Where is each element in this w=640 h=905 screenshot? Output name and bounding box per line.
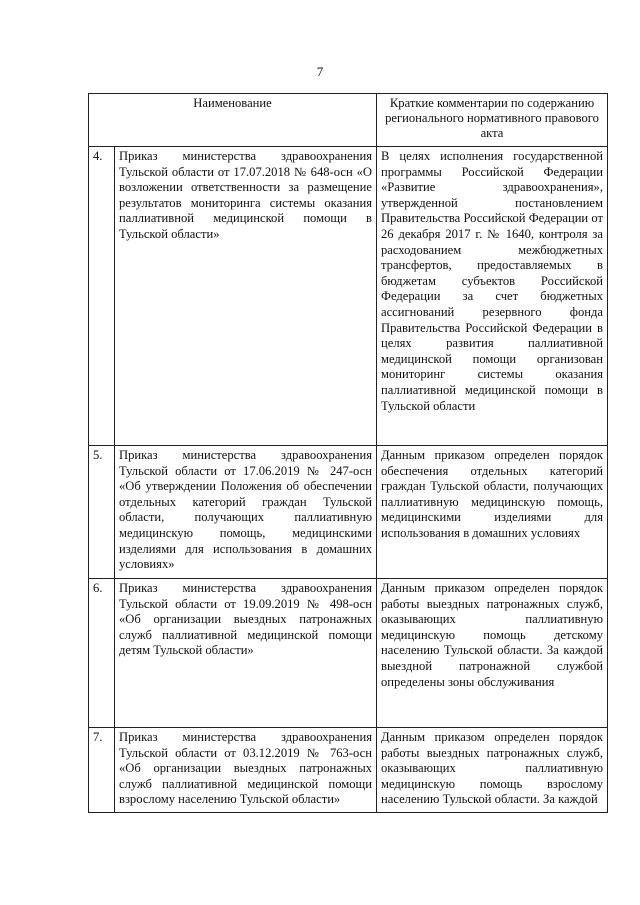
row-act-name: Приказ министерства здравоохранения Тульской области от 17.06.2019 № 247-осн «Об утверждении Положения об обеспечении отдельных категорий граждан Тульской области, получающих паллиативную медицинскую помощь, медицинскими изделиями для использования в домашних условиях»	[115, 446, 377, 579]
row-act-name: Приказ министерства здравоохранения Тульской области от 17.07.2018 № 648-осн «О возложении ответственности за размещение результатов мониторинга системы оказания паллиативной медицинской помощи в Тульской области»	[115, 147, 377, 446]
acts-table	[88, 93, 608, 813]
header-comments: Краткие комментарии по содержанию регионального нормативного правового акта	[377, 94, 608, 147]
table-header-row	[89, 94, 608, 147]
row-number: 4.	[89, 147, 115, 446]
row-comment: Данным приказом определен порядок работы выездных патронажных служб, оказывающих паллиативную медицинскую помощь взрослому населению Тульской области. За каждой	[377, 728, 608, 813]
table-row	[89, 579, 608, 728]
table-row	[89, 147, 608, 446]
header-name: Наименование	[89, 94, 377, 147]
row-act-name: Приказ министерства здравоохранения Тульской области от 19.09.2019 № 498-осн «Об организации выездных патронажных служб паллиативной медицинской помощи детям Тульской области»	[115, 579, 377, 728]
row-act-name: Приказ министерства здравоохранения Тульской области от 03.12.2019 № 763-осн «Об организации выездных патронажных служб паллиативной медицинской помощи взрослому населению Тульской области»	[115, 728, 377, 813]
row-number: 7.	[89, 728, 115, 813]
row-comment: В целях исполнения государственной программы Российской Федерации «Развитие здравоохранения», утвержденной постановлением Правительства Российской Федерации от 26 декабря 2017 г. № 1640, контроля за расходованием межбюджетных трансфертов, предоставляемых в бюджетам субъектов Российской Федерации за счет бюджетных ассигнований резервного фонда Правительства Российской Федерации в целях развития паллиативной медицинской помощи организован мониторинг системы оказания паллиативной медицинской помощи в Тульской области	[377, 147, 608, 446]
table-row	[89, 446, 608, 579]
table-row	[89, 728, 608, 813]
row-comment: Данным приказом определен порядок работы выездных патронажных служб, оказывающих паллиативную медицинскую помощь детскому населению Тульской области. За каждой выездной патронажной службой определены зоны обслуживания	[377, 579, 608, 728]
row-number: 5.	[89, 446, 115, 579]
page-number: 7	[316, 64, 324, 79]
row-number: 6.	[89, 579, 115, 728]
row-comment: Данным приказом определен порядок обеспечения отдельных категорий граждан Тульской области, получающих паллиативную медицинскую помощь, медицинскими изделиями для использования в домашних условиях	[377, 446, 608, 579]
